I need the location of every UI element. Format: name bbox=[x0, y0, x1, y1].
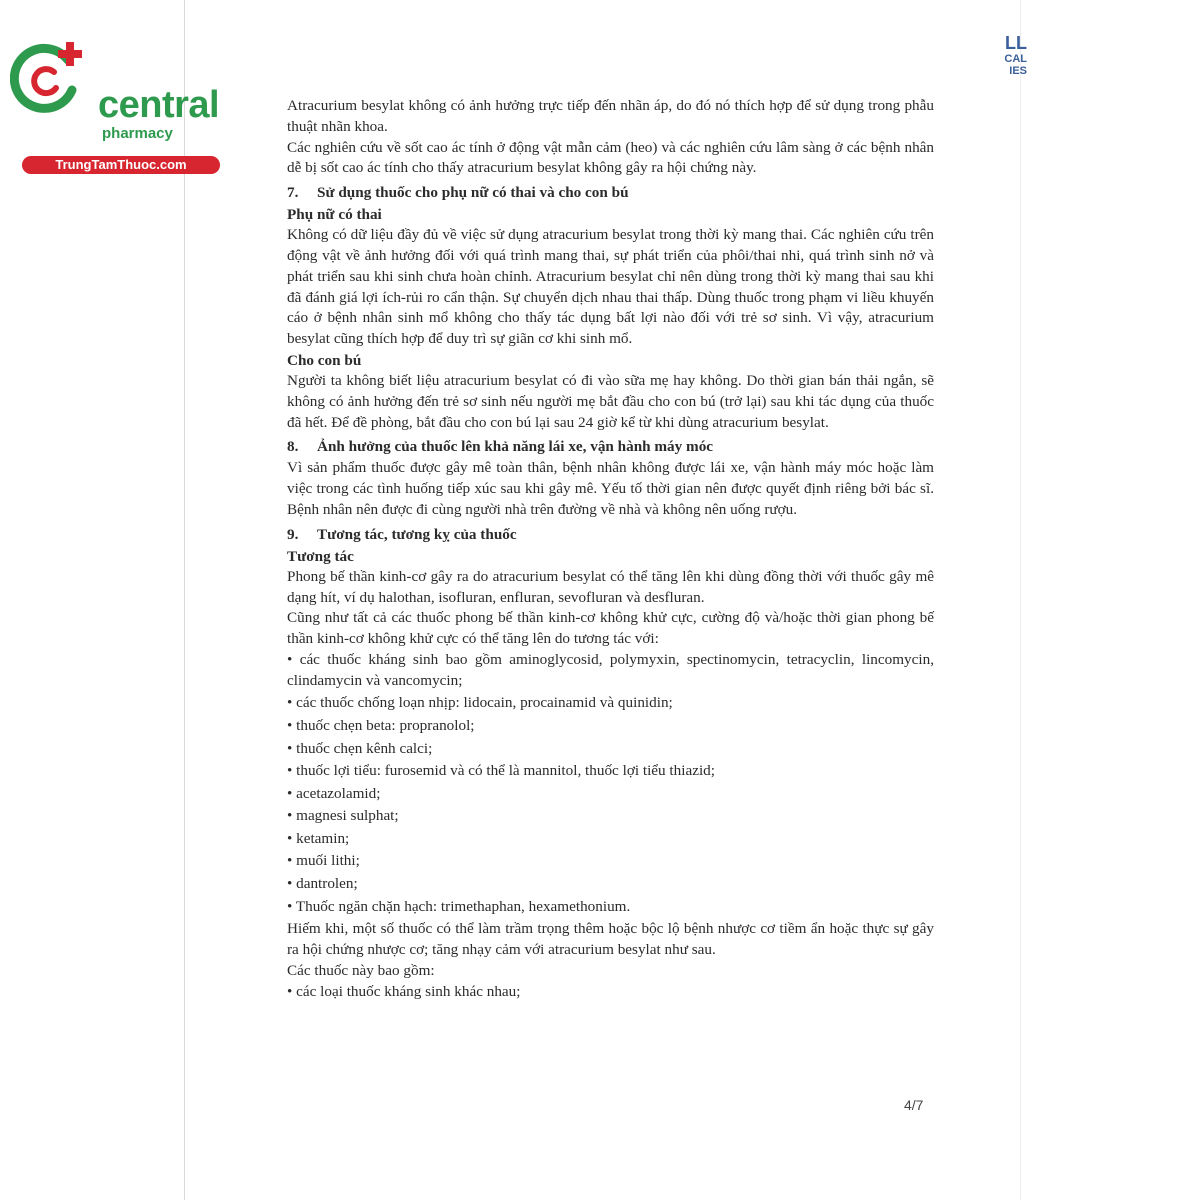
driving-paragraph: Vì sản phẩm thuốc được gây mê toàn thân, bệnh nhân không được lái xe, vận hành máy móc hoặc làm việc trong các tình huống tiếp xúc sau khi gây mê. Yếu tố thời gian nên được quyết định riêng bởi bác sĩ. Bệnh nhân nên được đi cùng người nhà trên đường về nhà và không nên uống rượu. bbox=[287, 459, 934, 518]
pregnancy-paragraph: Không có dữ liệu đầy đủ về việc sử dụng atracurium besylat trong thời kỳ mang thai. Các nghiên cứu trên động vật về ảnh hưởng đối với quá trình mang thai, sự phát triển của phôi/thai nhi, quá trình sinh nở và phát triển sau khi sinh chưa hoàn chỉnh. Atracurium besylat chỉ nên dùng trong thời kỳ mang thai sau khi đã đánh giá lợi ích-rủi ro cẩn thận. Sự chuyển dịch nhau thai thấp. Dùng thuốc trong phạm vi liều khuyến cáo ở bệnh nhân sinh mổ không cho thấy tác dụng bất lợi nào đối với trẻ sơ sinh. Vì vậy, atracurium besylat cũng thích hợp để duy trì sự giãn cơ khi sinh mổ. bbox=[287, 226, 934, 348]
page-right-edge bbox=[1020, 0, 1021, 1200]
list-item: • các thuốc kháng sinh bao gồm aminoglycosid, polymyxin, spectinomycin, tetracyclin, lincomycin, clindamycin và vancomycin; bbox=[287, 650, 934, 692]
page-number: 4/7 bbox=[904, 1097, 924, 1113]
list-item: • các loại thuốc kháng sinh khác nhau; bbox=[287, 982, 934, 1003]
interactions-paragraph: Cũng như tất cả các thuốc phong bế thần kinh-cơ không khử cực, cường độ và/hoặc thời gian phong bế thần kinh-cơ không khử cực có thể tăng lên do tương tác với: bbox=[287, 609, 934, 648]
list-item: • thuốc chẹn beta: propranolol; bbox=[287, 716, 934, 737]
central-pharmacy-logo[interactable] bbox=[10, 38, 220, 172]
myasthenia-drug-list bbox=[287, 982, 934, 1003]
section-9-heading bbox=[287, 524, 934, 545]
section-number: 7. bbox=[287, 184, 299, 202]
page-left-edge bbox=[184, 0, 185, 1200]
list-item: • thuốc lợi tiểu: furosemid và có thể là mannitol, thuốc lợi tiểu thiazid; bbox=[287, 761, 934, 782]
corner-brand-mark bbox=[997, 34, 1027, 77]
includes-paragraph: Các thuốc này bao gồm: bbox=[287, 961, 435, 979]
interactions-paragraph: Phong bế thần kinh-cơ gây ra do atracurium besylat có thể tăng lên khi dùng đồng thời với thuốc gây mê dạng hít, ví dụ halothan, isofluran, enfluran, sevofluran và desfluran. bbox=[287, 567, 934, 606]
corner-brand-line3: IES bbox=[1009, 65, 1027, 77]
list-item: • muối lithi; bbox=[287, 851, 934, 872]
subheading-pregnancy: Phụ nữ có thai bbox=[287, 206, 382, 224]
pharmacy-cross-icon bbox=[10, 38, 90, 118]
subheading-breastfeeding: Cho con bú bbox=[287, 351, 362, 369]
logo-name: central bbox=[98, 84, 220, 126]
list-item: • các thuốc chống loạn nhịp: lidocain, procainamid và quinidin; bbox=[287, 693, 934, 714]
interaction-drug-list bbox=[287, 650, 934, 918]
section-title: Tương tác, tương kỵ của thuốc bbox=[317, 525, 517, 543]
corner-brand-line1: LL bbox=[1005, 33, 1027, 53]
subheading-interactions: Tương tác bbox=[287, 547, 354, 565]
list-item: • ketamin; bbox=[287, 829, 934, 850]
intro-paragraph: Atracurium besylat không có ảnh hưởng trực tiếp đến nhãn áp, do đó nó thích hợp để sử dụng trong phẫu thuật nhãn khoa. bbox=[287, 97, 934, 135]
myasthenia-paragraph: Hiếm khi, một số thuốc có thể làm trầm trọng thêm hoặc bộc lộ bệnh nhược cơ tiềm ẩn hoặc thực sự gây ra hội chứng nhược cơ; tăng nhạy cảm với atracurium besylat như sau. bbox=[287, 920, 934, 959]
section-7-heading bbox=[287, 182, 934, 203]
logo-subtitle: pharmacy bbox=[102, 125, 173, 142]
list-item: • Thuốc ngăn chặn hạch: trimethaphan, hexamethonium. bbox=[287, 897, 934, 918]
section-number: 9. bbox=[287, 525, 299, 543]
logo-url-badge[interactable]: TrungTamThuoc.com bbox=[22, 156, 220, 174]
section-title: Sử dụng thuốc cho phụ nữ có thai và cho con bú bbox=[317, 184, 629, 202]
intro-paragraph: Các nghiên cứu về sốt cao ác tính ở động vật mẫn cảm (heo) và các nghiên cứu lâm sàng ở các bệnh nhân dễ bị sốt cao ác tính cho thấy atracurium besylat không gây ra hội chứng này. bbox=[287, 138, 934, 177]
section-8-heading bbox=[287, 436, 934, 457]
list-item: • acetazolamid; bbox=[287, 784, 934, 805]
breastfeeding-paragraph: Người ta không biết liệu atracurium besylat có đi vào sữa mẹ hay không. Do thời gian bán thải ngắn, sẽ không có ảnh hưởng đến trẻ sơ sinh nếu người mẹ bắt đầu cho con bú (trở lại) sau khi tác dụng của thuốc đã hết. Để đề phòng, bắt đầu cho con bú lại sau 24 giờ kể từ khi dùng atracurium besylat. bbox=[287, 371, 934, 431]
section-number: 8. bbox=[287, 438, 299, 456]
list-item: • dantrolen; bbox=[287, 874, 934, 895]
document-body bbox=[287, 96, 934, 1004]
corner-brand-line2: CAL bbox=[1004, 53, 1027, 65]
section-title: Ảnh hưởng của thuốc lên khả năng lái xe, vận hành máy móc bbox=[317, 438, 714, 456]
list-item: • magnesi sulphat; bbox=[287, 806, 934, 827]
list-item: • thuốc chẹn kênh calci; bbox=[287, 739, 934, 760]
